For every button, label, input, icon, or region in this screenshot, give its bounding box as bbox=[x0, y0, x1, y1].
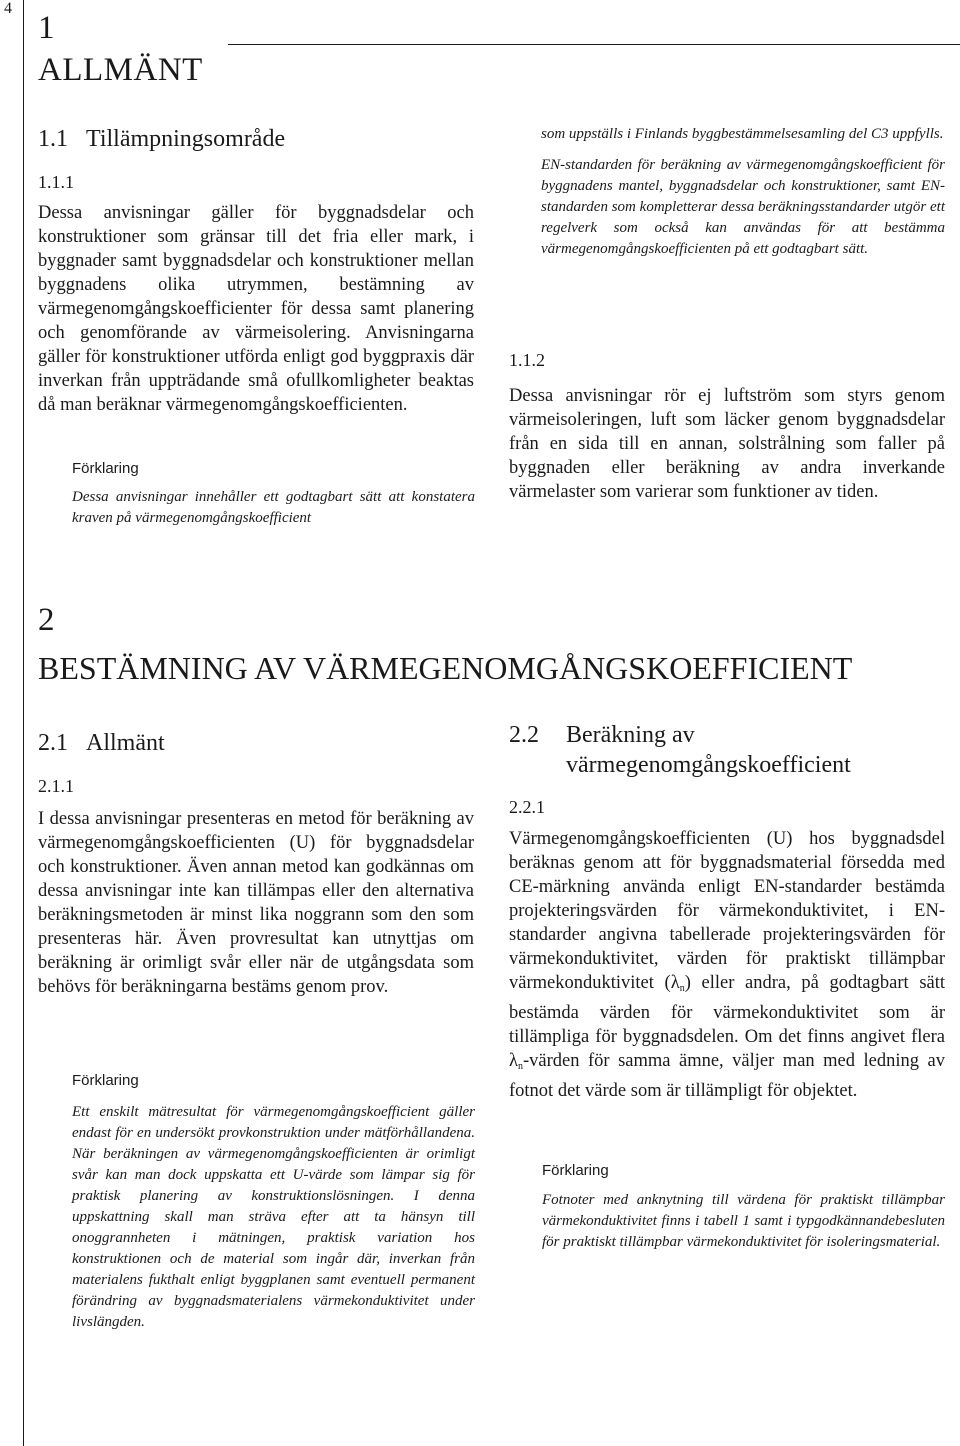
lambda-symbol: λ bbox=[509, 1051, 518, 1071]
note-heading: Förklaring bbox=[72, 460, 139, 477]
para-2-1-1-body bbox=[38, 807, 474, 999]
section-title: Beräkning av värmegenomgångskoefficient bbox=[566, 722, 851, 778]
section-2-1-heading bbox=[38, 728, 165, 758]
note-heading: Förklaring bbox=[542, 1162, 609, 1179]
para-1-1-2-number: 1.1.2 bbox=[509, 350, 545, 370]
note-text bbox=[72, 487, 475, 529]
note-text bbox=[542, 1190, 945, 1253]
left-margin-rule bbox=[23, 0, 24, 1446]
section-number: 2.1 bbox=[38, 730, 68, 756]
note-heading: Förklaring bbox=[72, 1072, 139, 1089]
chapter-2-title: BESTÄMNING AV VÄRMEGENOMGÅNGSKOEFFICIENT bbox=[38, 650, 853, 686]
section-1-1-heading bbox=[38, 124, 285, 154]
lambda-symbol: λ bbox=[670, 973, 680, 993]
note-continuation bbox=[541, 124, 945, 260]
lambda-subscript: n bbox=[517, 1061, 523, 1072]
text-part-c: -värden för samma ämne, väljer man med ledning av fotnot det värde som är tillämpligt för objektet. bbox=[509, 1051, 945, 1101]
lambda-subscript: n bbox=[679, 983, 685, 994]
page-number: 4 bbox=[4, 0, 12, 17]
chapter-1-number: 1 bbox=[38, 10, 55, 46]
section-number: 1.1 bbox=[38, 126, 68, 152]
paragraph: Dessa anvisningar gäller för byggnadsdelar och konstruktioner som gränsar till det fria eller mark, i byggnader samt byggnadsdelar och konstruktioner mellan byggnadens olika utrymmen, bestämning av värmegenomgångskoefficienter för dessa samt planering och genomförande av värmeisolering. Anvisningarna gäller för konstruktioner utförda enligt god byggpraxis där inverkan från uppträdande små ofullkomligheter beaktas då man beräknar värmegenomgångskoefficienten. bbox=[38, 203, 474, 415]
paragraph: I dessa anvisningar presenteras en metod för beräkning av värmegenomgångskoefficienten (U) för byggnadsdelar och konstruktioner. Även annan metod kan godkännas om dessa anvisningar inte kan tillämpas eller den alternativa beräkningsmetoden är minst lika noggrann som den som presenteras här. Även provresultat kan utnyttjas om beräkning är orimligt svår eller när de utgångsdata som behövs för beräkningarna bestäms genom prov. bbox=[38, 809, 474, 997]
para-2-2-1-body bbox=[509, 827, 945, 1103]
para-1-1-2-body bbox=[509, 384, 945, 504]
top-rule bbox=[228, 44, 960, 45]
text-part-b: ) eller andra, på godtagbart sätt bestämda värden för värmekonduktivitet som är tillämpliga för byggnadsdelen. Om det finns angivet flera bbox=[509, 973, 946, 1047]
section-title: Tillämpningsområde bbox=[86, 126, 286, 152]
note-part-1: Dessa anvisningar innehåller ett godtagbart sätt att konstatera kraven på värmegenomgångskoefficient bbox=[72, 489, 475, 526]
note-text bbox=[72, 1102, 475, 1333]
section-2-2-heading bbox=[509, 720, 949, 780]
section-title: Allmänt bbox=[86, 730, 165, 756]
note-body: Ett enskilt mätresultat för värmegenomgångskoefficient gäller endast för en undersökt provkonstruktion under mätförhållandena. När beräkningen av värmegenomgångskoefficienten är orimligt svår kan man dock uppskatta ett U-värde som lämpar sig för praktisk planering av konstruktionslösningen. I denna uppskattning skall man sträva efter att ta hänsyn till onoggrannheten i mätningen, praktisk variation hos konstruktionen och de material som ingår där, inverkan från materialens fukthalt enligt byggplanen samt eventuell permanent förändring av byggnadsmaterialens värmekonduktivitet under livslängden. bbox=[72, 1104, 475, 1330]
text-part-a: Värmegenomgångskoefficienten (U) hos byggnadsdel beräknas genom att för byggnadsmaterial försedda med CE-märkning använda enligt EN-standarder bestämda projekteringsvärden för värmekonduktivitet, i EN-standarder angivna tabellerade projekteringsvärden för värmekonduktivitet, värden för praktiskt tillämpbar värmekonduktivitet ( bbox=[509, 829, 945, 993]
section-number: 2.2 bbox=[509, 722, 539, 748]
para-1-1-1-body bbox=[38, 201, 474, 417]
paragraph: Dessa anvisningar rör ej luftström som styrs genom värmeisoleringen, luft som läcker genom byggnadsdelar från en sida till en annan, solstrålning som faller på byggnaden eller beräkning av andra inverkande värmelaster som varierar som funktioner av tiden. bbox=[509, 386, 945, 502]
chapter-1-title: ALLMÄNT bbox=[38, 52, 203, 88]
note-body: Fotnoter med anknytning till värdena för praktiskt tillämpbar värmekonduktivitet finns i tabell 1 samt i typgodkännandebesluten för praktiskt tillämpbar värmekonduktivitet för isoleringsmaterial. bbox=[542, 1192, 945, 1250]
para-2-1-1-number: 2.1.1 bbox=[38, 776, 74, 796]
para-2-2-1-number: 2.2.1 bbox=[509, 797, 545, 817]
note-part-3: EN-standarden för beräkning av värmegenomgångskoefficient för byggnadens mantel, byggnadsdelar och konstruktioner, samt EN-standarden som kompletterar dessa beräkningsstandarder utgör ett regelverk som också kan användas för att bestämma värmegenomgångskoefficienten på ett godtagbart sätt. bbox=[541, 157, 945, 257]
chapter-2-number: 2 bbox=[38, 602, 55, 638]
note-part-2: som uppställs i Finlands byggbestämmelsesamling del C3 uppfylls. bbox=[541, 126, 944, 142]
paragraph bbox=[509, 827, 945, 1103]
para-1-1-1-number: 1.1.1 bbox=[38, 172, 74, 192]
